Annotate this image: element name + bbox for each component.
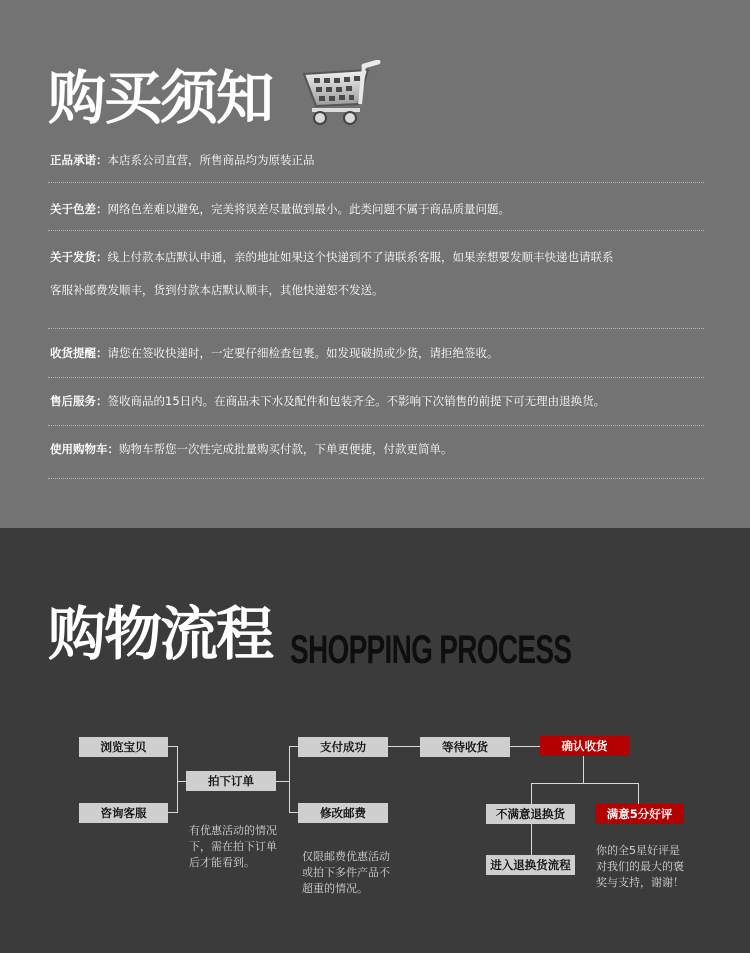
- notice-label: 关于发货：: [50, 250, 108, 264]
- note-shipping: 仅限邮费优惠活动 或拍下多件产品不 超重的情况。: [302, 850, 390, 895]
- connector: [168, 812, 177, 813]
- connector: [638, 783, 639, 804]
- connector: [289, 746, 290, 813]
- step-unsatisfied: 不满意退换货: [486, 804, 575, 824]
- notice-text: 网络色差难以避免，完美将误差尽量做到最小。此类问题不属于商品质量问题。: [107, 202, 510, 216]
- notice-label: 售后服务：: [50, 394, 108, 408]
- divider: [48, 377, 704, 378]
- connector: [531, 783, 639, 784]
- connector: [177, 746, 178, 813]
- notice-text: 本店系公司直营，所售商品均为原装正品: [107, 153, 315, 167]
- notice-row-color: [50, 201, 704, 217]
- connector: [583, 756, 584, 783]
- process-title-en: SHOPPING PROCESS: [290, 628, 572, 672]
- divider: [48, 328, 704, 329]
- step-pay: 支付成功: [298, 737, 388, 757]
- divider: [48, 230, 704, 231]
- connector: [168, 746, 177, 747]
- connector: [289, 746, 298, 747]
- shopping-cart-icon: [298, 60, 382, 126]
- connector: [289, 812, 298, 813]
- notice-text: 购物车帮您一次性完成批量购买付款，下单更便捷，付款更简单。: [119, 442, 453, 456]
- notice-text: 签收商品的15日内。在商品未下水及配件和包装齐全。不影响下次销售的前提下可无理由退换货。: [107, 394, 606, 408]
- notice-row-shipping: [50, 249, 704, 265]
- notice-row-aftersale: [50, 393, 704, 409]
- step-confirm: 确认收货: [540, 736, 629, 756]
- divider: [48, 182, 704, 183]
- step-consult: 咨询客服: [79, 803, 168, 823]
- notice-text: 请您在签收快递时，一定要仔细检查包裹。如发现破损或少货，请拒绝签收。: [107, 346, 499, 360]
- connector: [276, 781, 289, 782]
- note-satisfied: 你的全5星好评是 对我们的最大的褒 奖与支持，谢谢！: [596, 844, 684, 889]
- connector: [531, 783, 532, 804]
- connector: [388, 746, 420, 747]
- notice-label: 收货提醒：: [50, 346, 108, 360]
- notice-label: 关于色差：: [50, 202, 108, 216]
- notice-row-receipt: [50, 345, 704, 361]
- process-title: 购物流程: [48, 600, 273, 668]
- notice-row-cart: [50, 441, 704, 457]
- step-browse: 浏览宝贝: [79, 737, 168, 757]
- notice-label: 使用购物车：: [50, 442, 119, 456]
- notice-label: 正品承诺：: [50, 153, 108, 167]
- divider: [48, 478, 704, 479]
- notice-row-shipping-cont: [50, 282, 704, 298]
- notice-row-authentic: [50, 152, 704, 168]
- step-return-process: 进入退换货流程: [486, 855, 575, 875]
- connector: [177, 781, 186, 782]
- step-modify-shipping: 修改邮费: [298, 803, 388, 823]
- notice-text: 客服补邮费发顺丰，货到付款本店默认顺丰，其他快递恕不发送。: [50, 283, 384, 297]
- step-order: 拍下订单: [186, 771, 276, 791]
- step-satisfied: 满意5分好评: [595, 804, 684, 824]
- step-wait: 等待收货: [420, 737, 510, 757]
- connector: [510, 746, 540, 747]
- notice-text: 线上付款本店默认申通，亲的地址如果这个快递到不了请联系客服，如果亲想要发顺丰快递也请联系: [107, 250, 614, 264]
- note-order: 有优惠活动的情况 下，需在拍下订单 后才能看到。: [189, 824, 277, 869]
- connector: [531, 824, 532, 855]
- divider: [48, 425, 704, 426]
- notice-title: 购买须知: [48, 64, 273, 132]
